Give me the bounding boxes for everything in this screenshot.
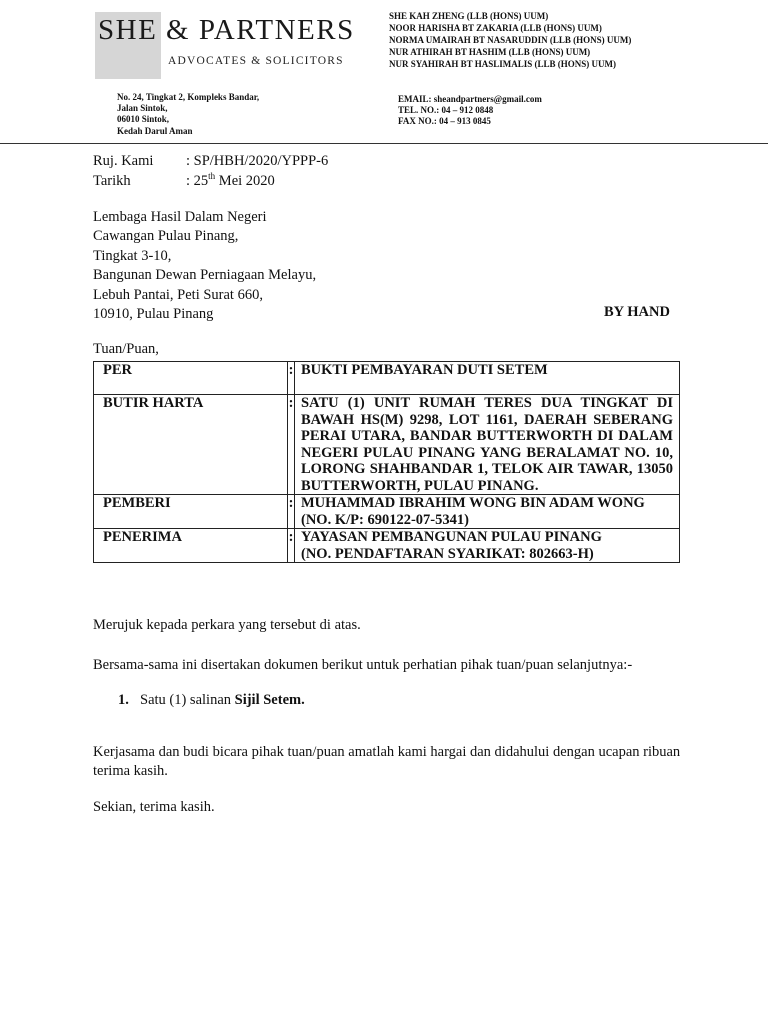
- partner-line: NUR ATHIRAH BT HASHIM (LLB (HONS) UUM): [389, 47, 591, 57]
- list-item-text: Satu (1) salinan: [140, 692, 235, 708]
- ref-label: Ruj. Kami: [93, 153, 154, 169]
- body-paragraph: Kerjasama dan budi bicara pihak tuan/puan amatlah kami hargai dan didahului dengan ucapan ribuan terima kasih.: [93, 744, 681, 779]
- date-row: [93, 171, 328, 191]
- list-item: [118, 692, 305, 709]
- salutation: Tuan/Puan,: [93, 341, 159, 357]
- recipient-line: Bangunan Dewan Perniagaan Melayu,: [93, 267, 317, 284]
- row-label: BUTIR HARTA: [94, 395, 288, 495]
- value-line: YAYASAN PEMBANGUNAN PULAU PINANG: [301, 529, 602, 545]
- fax-line: FAX NO.: 04 – 913 0845: [398, 116, 491, 126]
- list-item-number: 1.: [118, 692, 129, 708]
- firm-name: SHE & PARTNERS: [98, 14, 355, 46]
- table-row: [94, 362, 680, 395]
- value-line: MUHAMMAD IBRAHIM WONG BIN ADAM WONG: [301, 495, 645, 511]
- recipient-line: Cawangan Pulau Pinang,: [93, 228, 239, 245]
- body-paragraph: Merujuk kepada perkara yang tersebut di atas.: [93, 617, 361, 633]
- recipient-line: Lebuh Pantai, Peti Surat 660,: [93, 286, 263, 303]
- value-line: BUKTI PEMBAYARAN DUTI SETEM: [301, 362, 548, 378]
- recipient-line: Lembaga Hasil Dalam Negeri: [93, 209, 267, 225]
- reference-block: [93, 151, 328, 191]
- row-label: PENERIMA: [94, 529, 288, 563]
- row-value: [295, 495, 680, 529]
- tel-line: TEL. NO.: 04 – 912 0848: [398, 105, 494, 115]
- row-value: [295, 362, 680, 395]
- address-line: 06010 Sintok,: [117, 114, 170, 125]
- address-line: Kedah Darul Aman: [117, 125, 193, 136]
- table-row: [94, 495, 680, 529]
- address-line: No. 24, Tingkat 2, Kompleks Bandar,: [117, 92, 260, 102]
- value-line: SATU (1) UNIT RUMAH TERES DUA TINGKAT DI BAWAH HS(M) 9298, LOT 1161, DAERAH SEBERANG PERAI UTARA, BANDAR BUTTERWORTH DI DALAM NEGERI PULAU PINANG YANG BERALAMAT NO. 10, LORONG SHAHBANDAR 1, TELOK AIR TAWAR, 13050 BUTTERWORTH, PULAU PINANG.: [301, 395, 673, 494]
- date-label: Tarikh: [93, 173, 131, 189]
- row-value: [295, 529, 680, 563]
- firm-contact: [398, 94, 542, 127]
- row-separator: :: [288, 362, 295, 395]
- row-separator: :: [288, 395, 295, 495]
- ref-value: : SP/HBH/2020/YPPP-6: [186, 153, 329, 169]
- date-day: : 25: [186, 173, 209, 189]
- row-separator: :: [288, 529, 295, 563]
- firm-address: [117, 92, 259, 137]
- header-divider: [0, 143, 768, 144]
- row-label: PEMBERI: [94, 495, 288, 529]
- row-label: PER: [94, 362, 288, 395]
- value-line: (NO. K/P: 690122-07-5341): [301, 511, 469, 528]
- date-month-year: Mei 2020: [215, 173, 275, 189]
- recipient-address: [93, 208, 316, 324]
- date-ordinal: th: [208, 171, 216, 182]
- table-row: [94, 529, 680, 563]
- email-line: EMAIL: sheandpartners@gmail.com: [398, 94, 542, 104]
- reference-row: [93, 151, 328, 171]
- partner-line: SHE KAH ZHENG (LLB (HONS) UUM): [389, 11, 549, 21]
- partner-line: NORMA UMAIRAH BT NASARUDDIN (LLB (HONS) UUM): [389, 35, 632, 45]
- recipient-line: Tingkat 3-10,: [93, 247, 172, 264]
- partners-list: [389, 10, 631, 70]
- value-line: (NO. PENDAFTARAN SYARIKAT: 802663-H): [301, 545, 594, 562]
- date-value: [186, 171, 275, 191]
- body-paragraph: Bersama-sama ini disertakan dokumen berikut untuk perhatian pihak tuan/puan selanjutnya:-: [93, 657, 633, 673]
- row-value: [295, 395, 680, 495]
- closing-line: Sekian, terima kasih.: [93, 799, 215, 815]
- recipient-line: 10910, Pulau Pinang: [93, 306, 214, 323]
- row-separator: :: [288, 495, 295, 529]
- partner-line: NUR SYAHIRAH BT HASLIMALIS (LLB (HONS) UUM): [389, 59, 617, 69]
- table-row: [94, 395, 680, 495]
- firm-subtitle: ADVOCATES & SOLICITORS: [168, 55, 344, 67]
- delivery-method: BY HAND: [604, 304, 670, 320]
- subject-table: [93, 361, 680, 563]
- address-line: Jalan Sintok,: [117, 103, 168, 114]
- partner-line: NOOR HARISHA BT ZAKARIA (LLB (HONS) UUM): [389, 23, 602, 33]
- list-item-document: Sijil Setem.: [234, 692, 305, 708]
